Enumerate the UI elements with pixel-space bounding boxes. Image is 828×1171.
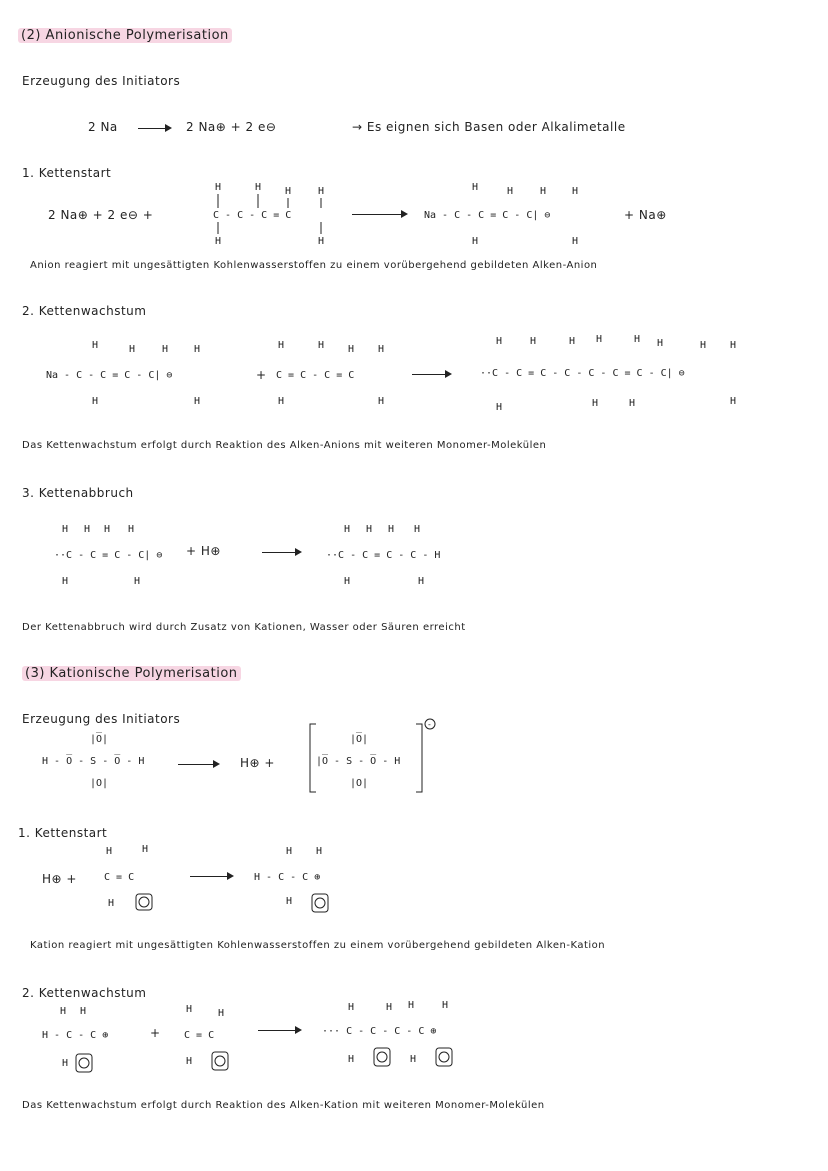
svg-text:H: H	[348, 1054, 355, 1065]
svg-text:H: H	[108, 898, 115, 909]
svg-text:-: -	[427, 720, 432, 729]
svg-text:|O̅|: |O̅|	[90, 734, 109, 745]
svg-text:H: H	[378, 344, 385, 355]
initiator-lhs: 2 Na	[88, 120, 118, 134]
plus-sign: +	[256, 368, 267, 382]
svg-text:H: H	[530, 336, 537, 347]
svg-text:H: H	[278, 396, 285, 407]
svg-text:H: H	[344, 576, 351, 587]
chain-start-label: 1. Kettenstart	[22, 166, 112, 180]
initiator-label: Erzeugung des Initiators	[22, 74, 181, 88]
svg-text:|O|: |O|	[350, 778, 369, 789]
svg-text:C = C: C = C	[104, 872, 135, 883]
svg-text:H - C - C ⊕: H - C - C ⊕	[42, 1030, 109, 1041]
reaction-arrow	[190, 876, 232, 877]
plus-sign: +	[150, 1026, 161, 1040]
svg-text:H: H	[318, 340, 325, 351]
svg-text:Na - C - C = C - C| ⊖: Na - C - C = C - C| ⊖	[46, 370, 173, 381]
svg-text:H: H	[569, 336, 576, 347]
svg-text:H: H	[700, 340, 707, 351]
reaction-arrow	[262, 552, 300, 553]
anion-end-structure	[54, 520, 194, 590]
cation-start-note: Kation reagiert mit ungesättigten Kohlenwasserstoffen zu einem vorübergehend gebildeten Alken-Kation	[30, 940, 606, 951]
svg-text:H: H	[378, 396, 385, 407]
svg-text:H: H	[657, 338, 664, 349]
proton-reactant: + H⊕	[186, 544, 221, 558]
svg-text:H: H	[278, 340, 285, 351]
svg-text:H: H	[496, 336, 503, 347]
svg-text:H: H	[344, 524, 351, 535]
svg-text:H: H	[84, 524, 91, 535]
svg-text:H: H	[634, 334, 641, 345]
hydrogensulfate-anion-structure	[306, 716, 436, 798]
svg-text:H: H	[129, 344, 136, 355]
svg-text:H: H	[286, 846, 293, 857]
svg-text:H: H	[414, 524, 421, 535]
svg-text:H: H	[572, 186, 579, 197]
cation-chain-growth-label: 2. Kettenwachstum	[22, 986, 147, 1000]
svg-text:H: H	[442, 1000, 449, 1011]
chain-start-note: Anion reagiert mit ungesättigten Kohlenwasserstoffen zu einem vorübergehend gebildeten Alken-Anion	[30, 260, 598, 271]
alkene-cation-structure	[250, 842, 350, 922]
svg-text:H: H	[104, 524, 111, 535]
monomer-structure	[268, 336, 398, 410]
terminated-chain-structure	[322, 520, 472, 590]
svg-text:H: H	[629, 398, 636, 409]
svg-text:H: H	[62, 1058, 69, 1069]
svg-text:H: H	[540, 186, 547, 197]
svg-text:H: H	[106, 846, 113, 857]
svg-text:H: H	[592, 398, 599, 409]
svg-text:H: H	[596, 334, 603, 345]
svg-text:H: H	[366, 524, 373, 535]
svg-text:H: H	[62, 524, 69, 535]
svg-text:H: H	[128, 524, 135, 535]
svg-text:H: H	[285, 186, 292, 197]
svg-text:Na - C - C = C - C| ⊖: Na - C - C = C - C| ⊖	[424, 210, 551, 221]
svg-text:C - C - C = C: C - C - C = C	[213, 210, 292, 221]
svg-text:H: H	[134, 576, 141, 587]
svg-text:H: H	[730, 396, 737, 407]
svg-text:H: H	[386, 1002, 393, 1013]
chain-growth-label: 2. Kettenwachstum	[22, 304, 147, 318]
svg-text:H: H	[162, 344, 169, 355]
svg-text:H: H	[348, 1002, 355, 1013]
svg-text:H: H	[255, 182, 262, 193]
chain-start-reactants: 2 Na⊕ + 2 e⊖ +	[48, 208, 154, 222]
svg-text:H: H	[80, 1006, 87, 1017]
svg-text:H: H	[318, 236, 325, 247]
svg-text:··C - C = C - C - C - C = C -: ··C - C = C - C - C - C = C - C| ⊖	[480, 368, 685, 379]
initiator-note: → Es eignen sich Basen oder Alkalimetalle	[352, 120, 626, 134]
svg-text:|O|: |O|	[90, 778, 109, 789]
sulfuric-acid-structure	[40, 728, 170, 794]
svg-text:H: H	[215, 236, 222, 247]
svg-text:H: H	[408, 1000, 415, 1011]
svg-text:H: H	[62, 576, 69, 587]
svg-text:H: H	[92, 340, 99, 351]
cation-start-reactant: H⊕ +	[42, 872, 77, 886]
styrene-monomer-structure	[180, 1000, 240, 1076]
svg-text:H: H	[60, 1006, 67, 1017]
svg-text:H: H	[142, 844, 149, 855]
svg-text:H: H	[348, 344, 355, 355]
svg-text:|O̅ - S - O̅ - H: |O̅ - S - O̅ - H	[316, 756, 401, 767]
cation-chain-start-structure	[40, 1002, 130, 1078]
svg-text:··C - C = C - C - H: ··C - C = C - C - H	[326, 550, 441, 561]
svg-text:H: H	[388, 524, 395, 535]
chain-termination-label: 3. Kettenabbruch	[22, 486, 134, 500]
chain-growth-note: Das Kettenwachstum erfolgt durch Reaktion des Alken-Anions mit weiteren Monomer-Molekülen	[22, 440, 547, 451]
svg-text:H: H	[194, 344, 201, 355]
svg-text:H: H	[186, 1004, 193, 1015]
chain-termination-note: Der Kettenabbruch wird durch Zusatz von Kationen, Wasser oder Säuren erreicht	[22, 622, 466, 633]
svg-text:H: H	[572, 236, 579, 247]
svg-text:H: H	[730, 340, 737, 351]
butadiene-structure	[200, 180, 340, 250]
svg-text:H: H	[218, 1008, 225, 1019]
growing-chain-structure	[474, 330, 774, 414]
alkene-anion-structure	[422, 180, 622, 250]
proton-product: H⊕ +	[240, 756, 275, 770]
svg-text:H: H	[318, 186, 325, 197]
initiator-rhs: 2 Na⊕ + 2 e⊖	[186, 120, 277, 134]
svg-text:H: H	[496, 402, 503, 413]
svg-text:H: H	[507, 186, 514, 197]
svg-text:H: H	[472, 236, 479, 247]
anion-chain-structure	[44, 336, 254, 410]
svg-text:··· C - C - C - C ⊕: ··· C - C - C - C ⊕	[322, 1026, 437, 1037]
svg-text:|O̅|: |O̅|	[350, 734, 369, 745]
reaction-arrow	[352, 214, 406, 215]
reaction-arrow	[258, 1030, 300, 1031]
section-title-anionic: (2) Anionische Polymerisation	[18, 28, 232, 43]
svg-text:H: H	[194, 396, 201, 407]
svg-text:H: H	[286, 896, 293, 907]
svg-text:H: H	[186, 1056, 193, 1067]
styrene-structure	[100, 842, 170, 918]
svg-text:H: H	[418, 576, 425, 587]
svg-text:H - C - C ⊕: H - C - C ⊕	[254, 872, 321, 883]
svg-text:H: H	[410, 1054, 417, 1065]
svg-text:C = C: C = C	[184, 1030, 215, 1041]
reaction-arrow	[138, 128, 170, 129]
svg-text:C = C - C = C: C = C - C = C	[276, 370, 355, 381]
sodium-cation: + Na⊕	[624, 208, 667, 222]
svg-text:··C - C = C - C| ⊖: ··C - C = C - C| ⊖	[54, 550, 163, 561]
polystyrene-cation-structure	[318, 996, 478, 1076]
svg-text:H: H	[472, 182, 479, 193]
svg-text:H: H	[92, 396, 99, 407]
reaction-arrow	[412, 374, 450, 375]
section-title-cationic: (3) Kationische Polymerisation	[22, 666, 241, 681]
cation-chain-start-label: 1. Kettenstart	[18, 826, 108, 840]
reaction-arrow	[178, 764, 218, 765]
svg-text:H: H	[215, 182, 222, 193]
cation-growth-note: Das Kettenwachstum erfolgt durch Reaktion des Alken-Kation mit weiteren Monomer-Molekülen	[22, 1100, 545, 1111]
svg-text:H: H	[316, 846, 323, 857]
cation-initiator-label: Erzeugung des Initiators	[22, 712, 181, 726]
svg-text:H - O̅ - S - O̅ - H: H - O̅ - S - O̅ - H	[42, 756, 145, 767]
